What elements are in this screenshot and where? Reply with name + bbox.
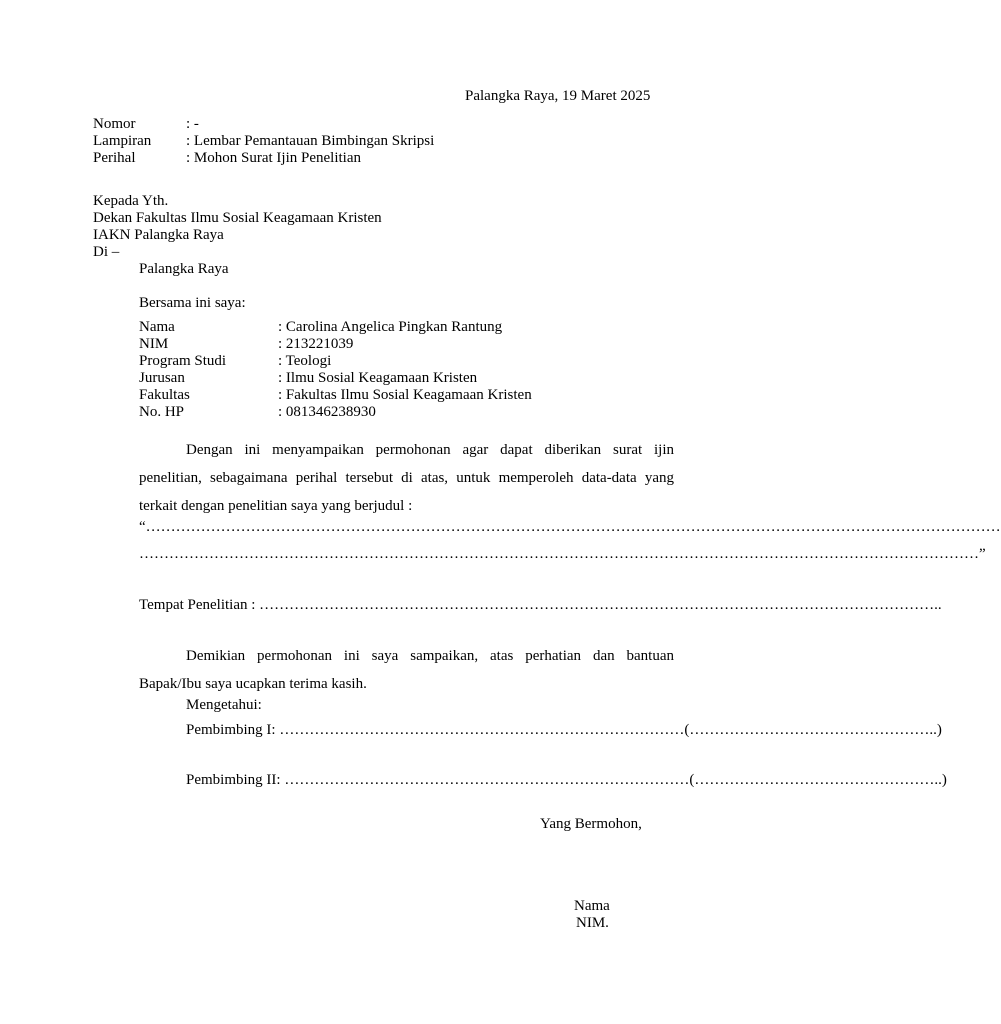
letter-meta — [93, 116, 434, 167]
identity-row — [139, 353, 532, 370]
meta-row-number — [93, 116, 434, 133]
recipient-greeting: Kepada Yth. — [93, 193, 169, 209]
advisor-2-line: Pembimbing II: ………………………………………………………………………(…………………………………………..) — [186, 772, 947, 788]
research-title-line-2: ……………………………………………………………………………………………………………………………………………………” — [139, 546, 986, 562]
identity-label: NIM — [139, 336, 169, 352]
meta-value: : Mohon Surat Ijin Penelitian — [186, 150, 361, 166]
advisor-1-line: Pembimbing I: ………………………………………………………………………(…………………………………………..) — [186, 722, 942, 738]
closing-paragraph: Demikian permohonan ini saya sampaikan, atas perhatian dan bantuan Bapak/Ibu saya ucapkan terima kasih. — [139, 648, 674, 692]
recipient-city: Palangka Raya — [139, 261, 229, 277]
meta-label: Lampiran — [93, 133, 152, 149]
meta-label: Perihal — [93, 150, 136, 166]
recipient-institution: IAKN Palangka Raya — [93, 227, 224, 243]
identity-table — [139, 319, 532, 421]
place-date: Palangka Raya, 19 Maret 2025 — [465, 88, 651, 104]
identity-row — [139, 319, 532, 336]
recipient-at: Di – — [93, 244, 120, 260]
meta-row-subject — [93, 150, 434, 167]
signature-heading: Yang Bermohon, — [540, 816, 642, 832]
identity-value: : Ilmu Sosial Keagamaan Kristen — [278, 370, 478, 386]
meta-value: : Lembar Pemantauan Bimbingan Skripsi — [186, 133, 435, 149]
signature-nim: NIM. — [576, 915, 609, 931]
research-location: Tempat Penelitian : ……………………………………………………………………………………………………………………….. — [139, 597, 942, 613]
identity-label: No. HP — [139, 404, 185, 420]
identity-row — [139, 387, 532, 404]
identity-value: : 213221039 — [278, 336, 354, 352]
identity-row — [139, 370, 532, 387]
signature-name: Nama — [574, 898, 610, 914]
identity-row — [139, 336, 532, 353]
identity-label: Nama — [139, 319, 175, 335]
identity-label: Program Studi — [139, 353, 227, 369]
identity-value: : Fakultas Ilmu Sosial Keagamaan Kristen — [278, 387, 532, 403]
research-title-line-1: “……………………………………………………………………………………………………………………………………………………… — [139, 519, 1001, 535]
meta-row-attachment — [93, 133, 434, 150]
intro-text: Bersama ini saya: — [139, 295, 246, 311]
identity-value: : Carolina Angelica Pingkan Rantung — [278, 319, 503, 335]
acknowledged-label: Mengetahui: — [186, 697, 262, 713]
body-paragraph: Dengan ini menyampaikan permohonan agar dapat diberikan surat ijin penelitian, sebagaimana perihal tersebut di atas, untuk memperoleh data-data yang terkait dengan penelitian saya yang berjudul : — [139, 442, 674, 514]
meta-label: Nomor — [93, 116, 136, 132]
recipient-position: Dekan Fakultas Ilmu Sosial Keagamaan Kristen — [93, 210, 382, 226]
identity-value: : Teologi — [278, 353, 332, 369]
identity-value: : 081346238930 — [278, 404, 376, 420]
meta-value: : - — [186, 116, 199, 132]
identity-label: Jurusan — [139, 370, 185, 386]
identity-label: Fakultas — [139, 387, 190, 403]
recipient-block — [93, 193, 382, 261]
identity-row — [139, 404, 532, 421]
